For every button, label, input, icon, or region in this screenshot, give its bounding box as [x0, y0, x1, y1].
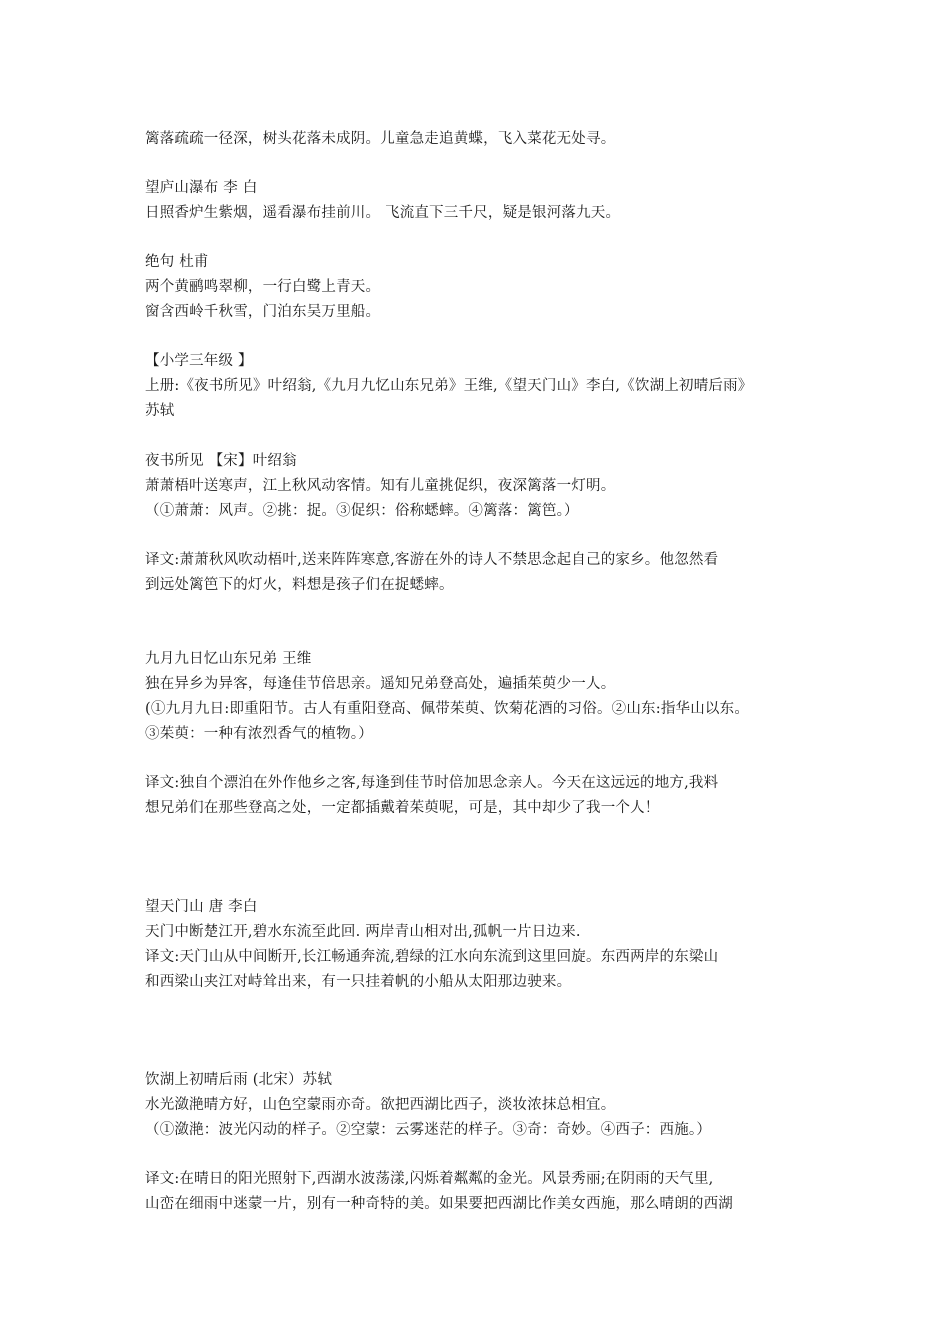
poem-line: 窗含西岭千秋雪，门泊东吴万里船。 — [145, 304, 381, 320]
text-line: 上册:《夜书所见》叶绍翁,《九月九忆山东兄弟》王维,《望天门山》李白,《饮湖上初晴后雨》 — [145, 378, 753, 394]
poem-title: 绝句 杜甫 — [145, 254, 209, 270]
poem-title: 望天门山 唐 李白 — [145, 899, 258, 915]
translation-line: 译文:萧萧秋风吹动梧叶,送来阵阵寒意,客游在外的诗人不禁思念起自己的家乡。他忽然看 — [145, 552, 719, 568]
poem-line: 萧萧梧叶送寒声，江上秋风动客情。知有儿童挑促织，夜深篱落一灯明。 — [145, 478, 616, 494]
text-line: 苏轼 — [145, 403, 175, 419]
translation-line: 译文:在晴日的阳光照射下,西湖水波荡漾,闪烁着粼粼的金光。风景秀丽;在阴雨的天气里, — [145, 1171, 714, 1187]
annotation-line: （①萧萧：风声。②挑：捉。③促织：俗称蟋蟀。④篱落：篱笆。） — [145, 503, 579, 519]
poem-title: 饮湖上初晴后雨 (北宋）苏轼 — [145, 1072, 333, 1088]
poem-title: 望庐山瀑布 李 白 — [145, 180, 258, 196]
poem-line: 独在异乡为异客，每逢佳节倍思亲。遥知兄弟登高处，遍插茱萸少一人。 — [145, 676, 616, 692]
poem-line: 两个黄鹂鸣翠柳，一行白鹭上青天。 — [145, 279, 381, 295]
translation-line: 和西梁山夹江对峙耸出来，有一只挂着帆的小船从太阳那边驶来。 — [145, 974, 572, 990]
annotation-line: (①九月九日:即重阳节。古人有重阳登高、佩带茱萸、饮菊花酒的习俗。②山东:指华山以东。 — [145, 701, 750, 717]
poem-title: 夜书所见 【宋】叶绍翁 — [145, 453, 297, 469]
poem-line: 水光潋滟晴方好，山色空蒙雨亦奇。欲把西湖比西子，淡妆浓抹总相宜。 — [145, 1097, 616, 1113]
translation-line: 到远处篱笆下的灯火，料想是孩子们在捉蟋蟀。 — [145, 577, 454, 593]
poem-line: 日照香炉生紫烟，遥看瀑布挂前川。 飞流直下三千尺，疑是银河落九天。 — [145, 205, 621, 221]
translation-line: 想兄弟们在那些登高之处，一定都插戴着茱萸呢，可是，其中却少了我一个人！ — [145, 800, 660, 816]
poem-title: 九月九日忆山东兄弟 王维 — [145, 651, 312, 667]
section-heading: 【小学三年级 】 — [145, 353, 253, 369]
translation-line: 译文:天门山从中间断开,长江畅通奔流,碧绿的江水向东流到这里回旋。东西两岸的东梁山 — [145, 949, 719, 965]
annotation-line: ③茱萸：一种有浓烈香气的植物。） — [145, 726, 373, 742]
annotation-line: （①潋滟：波光闪动的样子。②空蒙：云雾迷茫的样子。③奇：奇妙。④西子：西施。） — [145, 1122, 712, 1138]
translation-line: 译文:独自个漂泊在外作他乡之客,每逢到佳节时倍加思念亲人。今天在这远远的地方,我料 — [145, 775, 719, 791]
translation-line: 山峦在细雨中迷蒙一片，别有一种奇特的美。如果要把西湖比作美女西施，那么晴朗的西湖 — [145, 1196, 733, 1212]
poem-line: 篱落疏疏一径深，树头花落未成阴。儿童急走追黄蝶，飞入菜花无处寻。 — [145, 131, 616, 147]
poem-line: 天门中断楚江开,碧水东流至此回. 两岸青山相对出,孤帆一片日边来. — [145, 924, 581, 940]
